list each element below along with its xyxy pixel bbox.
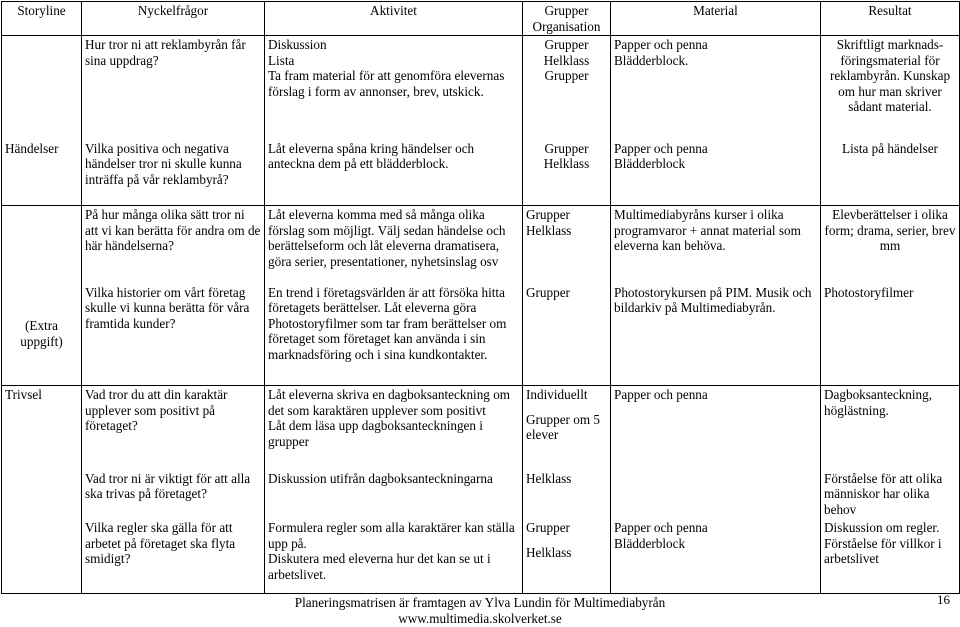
header-organisation	[523, 2, 611, 36]
storyline-cell: Händelser	[2, 140, 82, 206]
activity-line: Ta fram material för att genomföra elevernas förslag i form av annonser, brev, utskick.	[268, 68, 505, 99]
group-line: Grupper	[544, 37, 589, 52]
activity-cell: Låt eleverna spåna kring händelser och anteckna dem på ett blädderblock.	[265, 140, 523, 206]
groups-cell	[523, 519, 611, 593]
material-cell	[611, 140, 821, 206]
storyline-cell	[2, 470, 82, 520]
storyline-cell: Trivsel	[2, 386, 82, 470]
result-cell: Förståelse för att olika människor har olika behov	[821, 470, 960, 520]
question-cell: På hur många olika sätt tror ni att vi kan berätta för andra om de här händelserna?	[82, 206, 265, 284]
table-row	[2, 36, 960, 140]
material-line: Blädderblock	[614, 535, 686, 551]
activity-line: Diskutera med eleverna hur det kan se ut i arbetslivet.	[268, 551, 491, 582]
activity-line: Diskussion	[268, 37, 327, 52]
question-cell: Vad tror ni är viktigt för att alla ska trivas på företaget?	[82, 470, 265, 520]
question-cell: Vilka historier om vårt företag skulle vi kunna berätta för våra framtida kunder?	[82, 284, 265, 386]
group-line: Helklass	[526, 544, 572, 560]
header-material: Material	[611, 2, 821, 36]
group-line: Helklass	[543, 156, 590, 171]
group-line: Helklass	[543, 52, 590, 68]
question-cell: Vilka regler ska gälla för att arbetet på företaget ska flyta smidigt?	[82, 519, 265, 593]
activity-cell	[265, 386, 523, 470]
table-row	[2, 519, 960, 593]
result-cell: Diskussion om regler. Förståelse för villkor i arbetslivet	[821, 519, 960, 593]
group-line: Grupper	[544, 68, 589, 83]
material-cell: Photostorykursen på PIM. Musik och bildarkiv på Multimediabyrån.	[611, 284, 821, 386]
header-key-questions: Nyckelfrågor	[82, 2, 265, 36]
table-row	[2, 140, 960, 206]
groups-cell: Helklass	[523, 470, 611, 520]
group-line: Grupper	[544, 140, 589, 156]
group-line: Individuellt	[526, 387, 588, 402]
activity-line: Lista	[268, 52, 295, 68]
material-cell	[611, 519, 821, 593]
activity-line: Låt eleverna skriva en dagboksanteckning om det som karaktären upplever som positivt	[268, 387, 511, 418]
storyline-cell	[2, 206, 82, 284]
table-row	[2, 386, 960, 470]
material-line: Papper och penna	[614, 520, 708, 535]
table-row	[2, 284, 960, 386]
activity-line: Låt dem läsa upp dagboksanteckningen i grupper	[268, 418, 483, 449]
activity-cell	[265, 519, 523, 593]
groups-cell	[523, 386, 611, 470]
header-organisation-label: Organisation	[532, 18, 601, 34]
header-storyline: Storyline	[2, 2, 82, 36]
header-groups-label: Grupper	[544, 3, 589, 18]
group-line: Grupper	[526, 520, 570, 535]
table-row	[2, 206, 960, 284]
groups-cell: Grupper	[523, 284, 611, 386]
result-cell: Dagboksanteckning, höglästning.	[821, 386, 960, 470]
header-activity: Aktivitet	[265, 2, 523, 36]
storyline-cell	[2, 36, 82, 140]
footer-credit: Planeringsmatrisen är framtagen av Ylva Lundin för Multimediabyrån	[294, 595, 666, 610]
material-cell: Papper och penna	[611, 386, 821, 470]
result-cell: Skriftligt marknads-föringsmaterial för reklambyrån. Kunskap om hur man skriver sådant material.	[821, 36, 960, 140]
group-line: Grupper om 5 elever	[526, 411, 600, 442]
activity-cell: En trend i företagsvärlden är att försöka hitta företagets berättelser. Låt eleverna göra Photostoryfilmer som tar fram berättelser om företaget som företaget kan använda i sin marknadsföring och i sina kundkontakter.	[265, 284, 523, 386]
activity-line: Formulera regler som alla karaktärer kan ställa upp på.	[268, 520, 515, 551]
material-line: Blädderblock	[614, 156, 686, 171]
groups-cell	[523, 206, 611, 284]
question-cell: Vad tror du att din karaktär upplever som positivt på företaget?	[82, 386, 265, 470]
material-cell: Multimediabyråns kurser i olika programvaror + annat material som eleverna kan behöva.	[611, 206, 821, 284]
group-line: Grupper	[526, 207, 570, 222]
material-line: Papper och penna	[614, 140, 708, 156]
activity-cell	[265, 36, 523, 140]
header-result: Resultat	[821, 2, 960, 36]
activity-cell: Diskussion utifrån dagboksanteckningarna	[265, 470, 523, 520]
result-cell: Lista på händelser	[821, 140, 960, 206]
header-row	[2, 2, 960, 36]
result-cell: Photostoryfilmer	[821, 284, 960, 386]
planning-matrix	[1, 1, 960, 594]
groups-cell	[523, 140, 611, 206]
material-line: Blädderblock.	[614, 52, 689, 68]
material-line: Papper och penna	[614, 37, 708, 52]
question-cell: Vilka positiva och negativa händelser tror ni skulle kunna inträffa på vår reklambyrå?	[82, 140, 265, 206]
result-cell: Elevberättelser i olika form; drama, serier, brev mm	[821, 206, 960, 284]
footer-url: www.multimedia.skolverket.se	[398, 611, 562, 626]
material-cell	[611, 470, 821, 520]
storyline-cell	[2, 519, 82, 593]
table-row	[2, 470, 960, 520]
group-line: Helklass	[526, 222, 572, 238]
question-cell: Hur tror ni att reklambyrån får sina uppdrag?	[82, 36, 265, 140]
activity-cell: Låt eleverna komma med så många olika förslag som möjligt. Välj sedan händelse och berättelseform och låt eleverna dramatisera, göra serier, presentationer, nyhetsinslag osv	[265, 206, 523, 284]
material-cell	[611, 36, 821, 140]
page-number: 16	[937, 592, 950, 607]
storyline-cell: (Extra uppgift)	[2, 284, 82, 386]
groups-cell	[523, 36, 611, 140]
